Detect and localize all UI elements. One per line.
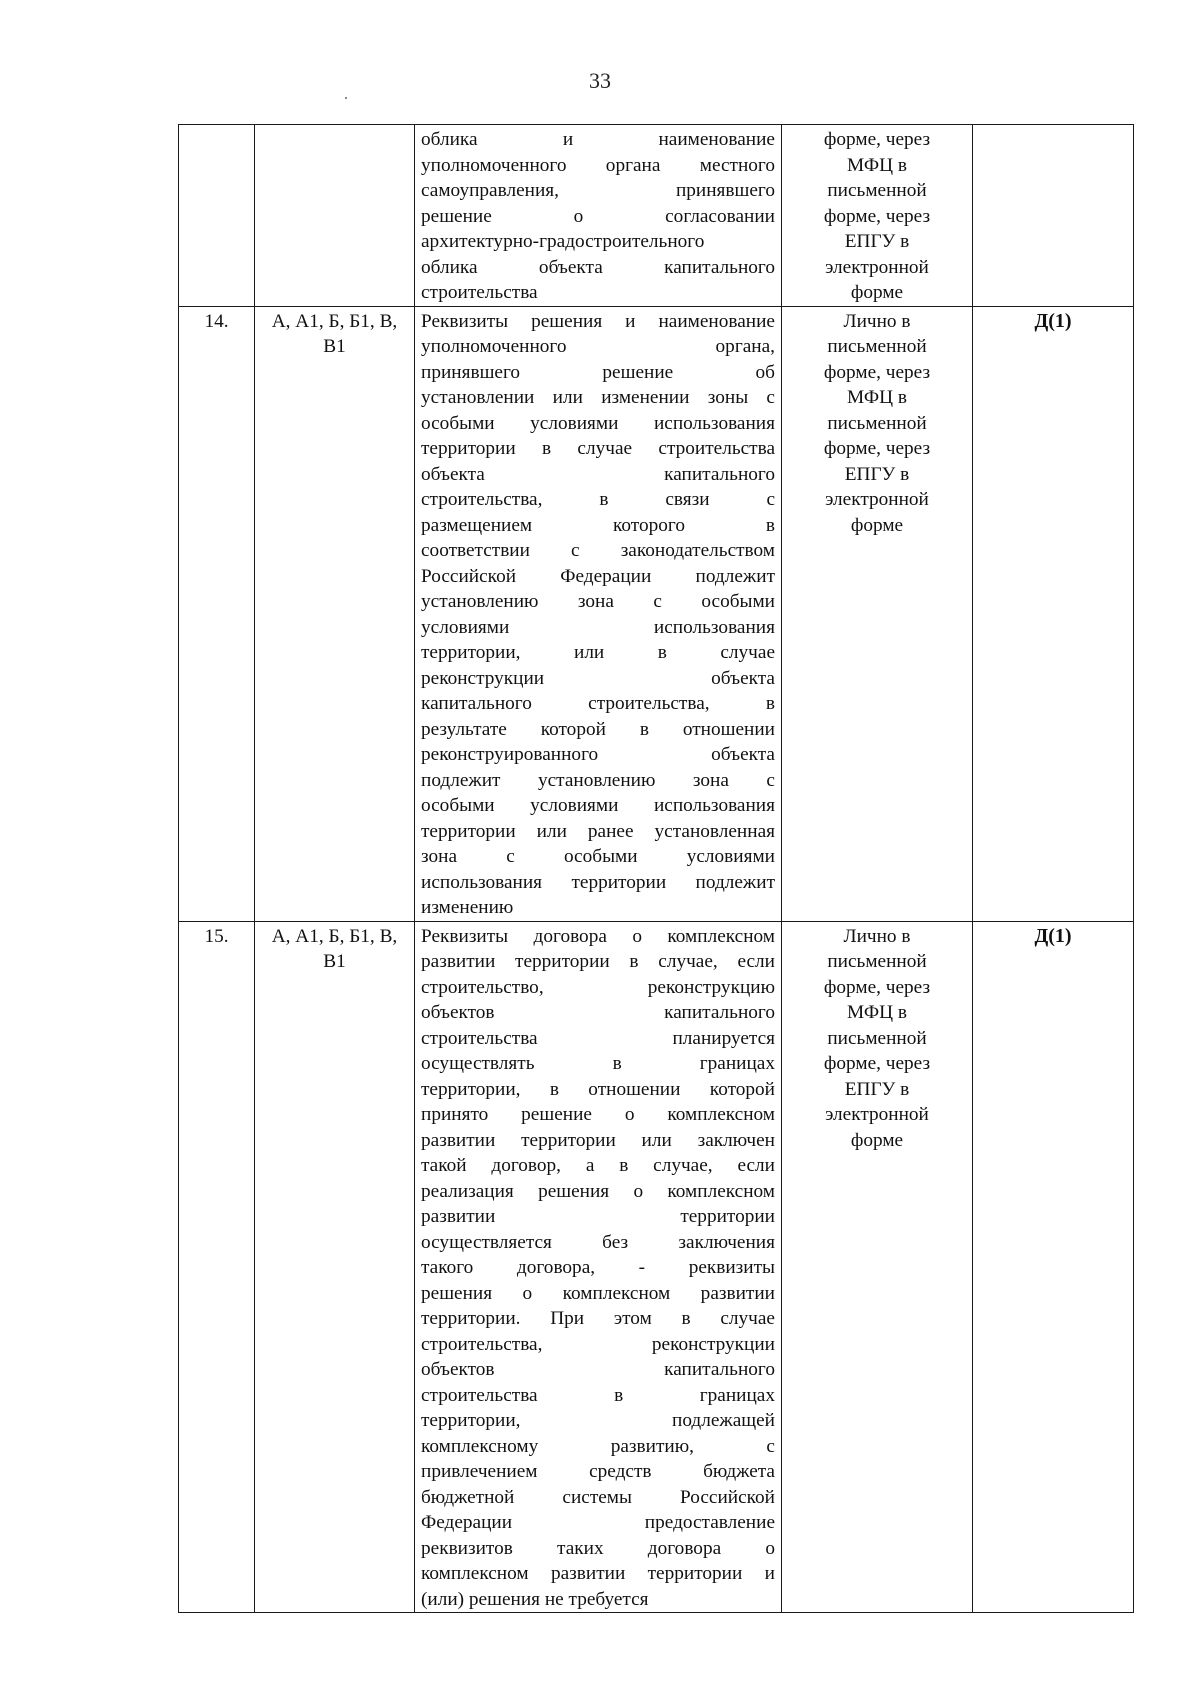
method-line: форме, через bbox=[823, 976, 931, 998]
description-line: комплексному развитию, с bbox=[421, 1435, 775, 1457]
description-line: установлению зона с особыми bbox=[421, 591, 775, 612]
description-line: строительства, реконструкции bbox=[421, 1333, 775, 1355]
description-line: развитии территории bbox=[421, 1206, 775, 1227]
method-line: письменной bbox=[827, 412, 927, 434]
description-line: бюджетной системы Российской bbox=[421, 1486, 775, 1508]
description-line: изменению bbox=[421, 897, 514, 918]
document-code-cell bbox=[973, 125, 1134, 307]
description-line: развитии территории или заключен bbox=[421, 1129, 775, 1151]
description-line: капитального строительства, в bbox=[421, 693, 775, 714]
description-line: самоуправления, принявшего bbox=[421, 180, 775, 201]
method-line: ЕПГУ в bbox=[844, 1078, 910, 1100]
description-line: строительства bbox=[421, 282, 538, 303]
description-line: территории. При этом в случае bbox=[421, 1308, 775, 1329]
row-number-cell bbox=[179, 125, 255, 307]
method-line: форме, через bbox=[823, 438, 931, 459]
description-line: реконструированного объекта bbox=[421, 744, 775, 765]
requirements-table bbox=[178, 124, 1134, 1613]
description-line: объекта капитального bbox=[421, 463, 775, 485]
method-line: Лично в bbox=[843, 310, 911, 332]
description-line: принявшего решение об bbox=[421, 361, 775, 383]
description-line: соответствии с законодательством bbox=[421, 540, 775, 561]
table-body bbox=[179, 125, 1134, 1613]
description-line: (или) решения не требуется bbox=[421, 1588, 649, 1610]
description-line: облика объекта капитального bbox=[421, 256, 775, 278]
description-line: строительство, реконструкцию bbox=[421, 976, 775, 998]
method-line: письменной bbox=[827, 951, 927, 972]
description-line: реквизитов таких договора о bbox=[421, 1537, 775, 1559]
description-line: территории, подлежащей bbox=[421, 1410, 775, 1431]
scan-speck bbox=[345, 97, 347, 99]
applicant-categories-cell: А, А1, Б, Б1, В, В1 bbox=[255, 921, 415, 1613]
description-line: территории в случае строительства bbox=[421, 438, 775, 459]
description-line: строительства, в связи с bbox=[421, 489, 775, 510]
method-line: письменной bbox=[827, 1027, 927, 1049]
method-line: форме, через bbox=[823, 129, 931, 150]
description-line: архитектурно-градостроительного bbox=[421, 231, 705, 252]
method-line: электронной bbox=[825, 1104, 929, 1125]
document-description-cell bbox=[415, 125, 782, 307]
description-line: использования территории подлежит bbox=[421, 871, 775, 893]
description-line: облика и наименование bbox=[421, 129, 775, 150]
method-line: ЕПГУ в bbox=[844, 463, 910, 485]
method-line: письменной bbox=[827, 336, 927, 357]
description-line: реконструкции объекта bbox=[421, 667, 775, 689]
document-code-cell: Д(1) bbox=[973, 306, 1134, 921]
row-number-cell: 15. bbox=[179, 921, 255, 1613]
description-line: такой договор, а в случае, если bbox=[421, 1155, 775, 1176]
description-line: объектов капитального bbox=[421, 1359, 775, 1380]
description-line: решения о комплексном развитии bbox=[421, 1282, 775, 1304]
applicant-categories-cell bbox=[255, 125, 415, 307]
method-line: электронной bbox=[825, 489, 929, 510]
description-line: объектов капитального bbox=[421, 1002, 775, 1023]
description-line: такого договора, - реквизиты bbox=[421, 1257, 775, 1278]
description-line: уполномоченного органа местного bbox=[421, 154, 775, 176]
method-line: письменной bbox=[827, 180, 927, 201]
page-number: 33 bbox=[589, 68, 611, 93]
description-line: развитии территории в случае, если bbox=[421, 951, 775, 972]
method-line: форме bbox=[850, 1129, 904, 1151]
description-line: строительства в границах bbox=[421, 1384, 775, 1406]
method-line: МФЦ в bbox=[847, 387, 907, 408]
table-row bbox=[179, 306, 1134, 921]
applicant-categories-cell: А, А1, Б, Б1, В, В1 bbox=[255, 306, 415, 921]
document-description-cell bbox=[415, 306, 782, 921]
description-line: условиями использования bbox=[421, 616, 775, 638]
description-line: Российской Федерации подлежит bbox=[421, 565, 775, 587]
description-line: принято решение о комплексном bbox=[421, 1104, 775, 1125]
method-line: форме, через bbox=[823, 1053, 931, 1074]
description-line: территории, или в случае bbox=[421, 642, 775, 663]
method-line: ЕПГУ в bbox=[844, 231, 910, 252]
description-line: Реквизиты договора о комплексном bbox=[421, 925, 775, 947]
description-line: территории, в отношении которой bbox=[421, 1078, 775, 1100]
description-line: осуществлять в границах bbox=[421, 1053, 775, 1074]
description-line: реализация решения о комплексном bbox=[421, 1180, 775, 1202]
table-row bbox=[179, 125, 1134, 307]
method-line: форме, через bbox=[823, 361, 931, 383]
document-code-cell: Д(1) bbox=[973, 921, 1134, 1613]
description-line: привлечением средств бюджета bbox=[421, 1461, 775, 1482]
description-line: установлении или изменении зоны с bbox=[421, 387, 775, 408]
table-row bbox=[179, 921, 1134, 1613]
submission-method-cell bbox=[782, 125, 973, 307]
description-line: решение о согласовании bbox=[421, 205, 775, 227]
description-line: осуществляется без заключения bbox=[421, 1231, 775, 1253]
description-line: комплексном развитии территории и bbox=[421, 1563, 775, 1584]
method-line: МФЦ в bbox=[847, 154, 907, 176]
method-line: форме bbox=[850, 282, 904, 303]
submission-method-cell bbox=[782, 306, 973, 921]
document-description-cell bbox=[415, 921, 782, 1613]
method-line: форме bbox=[850, 514, 904, 536]
description-line: особыми условиями использования bbox=[421, 795, 775, 816]
method-line: электронной bbox=[825, 256, 929, 278]
method-line: МФЦ в bbox=[847, 1002, 907, 1023]
row-number-cell: 14. bbox=[179, 306, 255, 921]
description-line: уполномоченного органа, bbox=[421, 336, 775, 357]
description-line: подлежит установлению зона с bbox=[421, 769, 775, 791]
description-line: территории или ранее установленная bbox=[421, 820, 775, 842]
description-line: зона с особыми условиями bbox=[421, 846, 775, 867]
submission-method-cell bbox=[782, 921, 973, 1613]
description-line: Федерации предоставление bbox=[421, 1512, 775, 1533]
description-line: особыми условиями использования bbox=[421, 412, 775, 434]
description-line: размещением которого в bbox=[421, 514, 775, 536]
description-line: строительства планируется bbox=[421, 1027, 775, 1049]
description-line: Реквизиты решения и наименование bbox=[421, 310, 775, 332]
method-line: форме, через bbox=[823, 205, 931, 227]
method-line: Лично в bbox=[843, 925, 911, 947]
description-line: результате которой в отношении bbox=[421, 718, 775, 740]
